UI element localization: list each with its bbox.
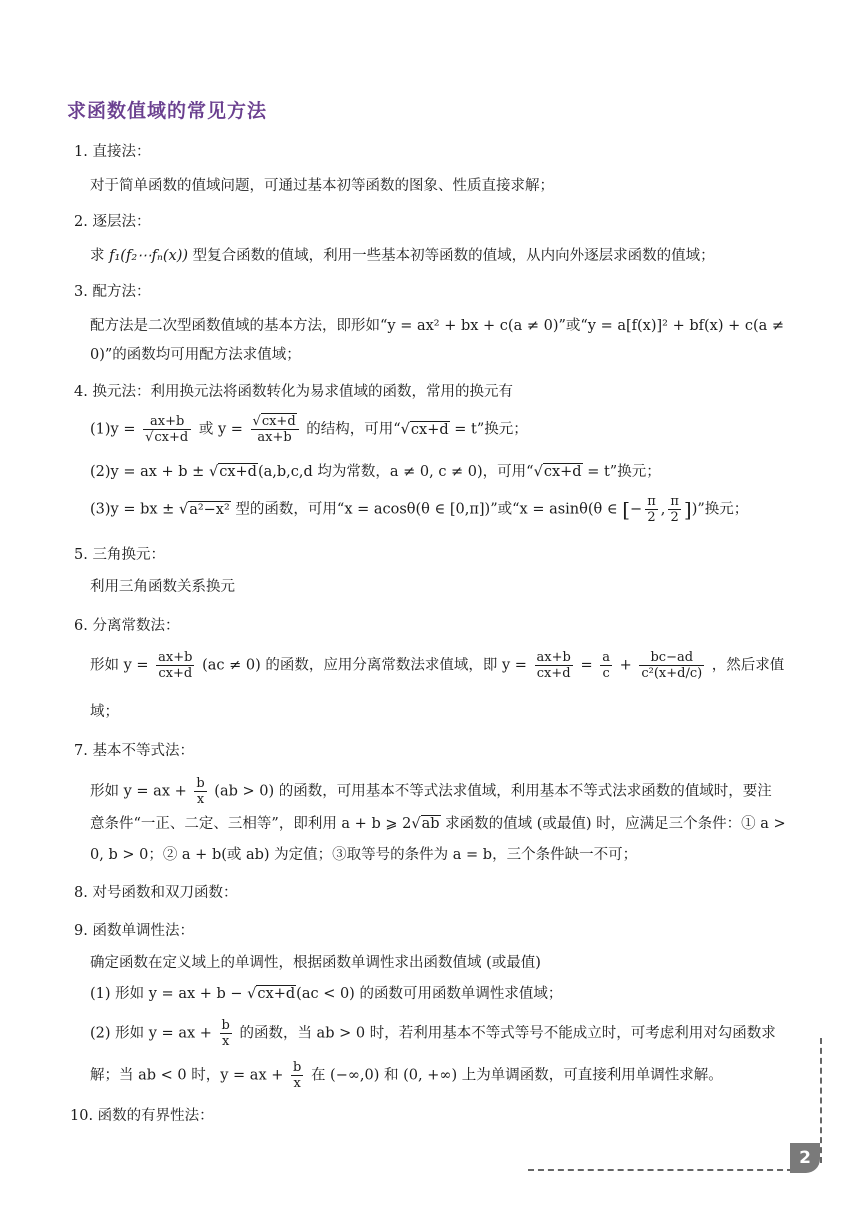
footer-dashed-horizontal [528,1169,793,1171]
page-number: 2 [790,1143,820,1173]
section-4-heading: 4. 换元法：利用换元法将函数转化为易求值域的函数，常用的换元有 [74,384,513,400]
text-span: 形如 y = ax + [90,783,187,800]
text-span: (ac ≠ 0) 的函数，应用分离常数法求值域，即 y = [202,657,527,674]
text-span: 的函数，当 ab > 0 时，若利用基本不等式等号不能成立时，可考虑利用对勾函数求 [239,1025,776,1042]
section-9-heading: 9. 函数单调性法： [74,923,194,939]
fraction [251,414,299,445]
bracket: ] [683,497,692,522]
denominator: 2 [670,510,679,525]
numerator: ax+b [143,414,191,430]
numerator: π [670,494,679,509]
text-span: (2) 形如 y = ax + [90,1025,212,1042]
text-span: , [660,501,666,518]
denominator: x [293,1076,301,1091]
section-5-text: 利用三角函数关系换元 [90,579,235,595]
page-title: 求函数值域的常见方法 [67,100,268,122]
denominator: ax+b [257,430,292,445]
section-6-heading: 6. 分离常数法： [74,618,180,634]
text-span: 求 [90,248,110,264]
section-1-heading: 1. 直接法： [74,144,151,160]
numerator: a [602,650,610,665]
text-span: 解；当 ab < 0 时，y = ax + [90,1067,284,1084]
text-span: (3)y = bx ± [90,501,179,518]
radicand: cx+d [219,464,257,480]
text-span: − [630,501,643,518]
text-span: 意条件“一正、二定、三相等”，即利用 a + b ⩾ 2 [90,816,412,832]
radicand: cx+d [410,421,449,438]
section-9-item-2-cont [90,1060,723,1091]
bracket: [ [622,497,631,522]
radicand: cx+d [154,430,189,445]
denominator: c [602,666,610,681]
section-4-item-2: (2)y = ax + b ± √cx+d(a,b,c,d 均为常数，a ≠ 0, c ≠ 0)，可用“√cx+d = t”换元； [90,464,661,480]
text-span: 形如 y = [90,657,149,674]
section-2-text [90,246,715,266]
denominator: c²(x+d/c) [641,666,703,681]
numerator: ax+b [158,650,193,665]
text-span: 型的函数，可用“x = acosθ(θ ∈ [0,π])”或“x = asinθ(θ ∈ [230,501,623,518]
radicand: ab [421,816,440,832]
section-3-heading: 3. 配方法： [74,284,151,300]
text-span: 或 y = [198,421,243,438]
section-6-text-cont: 域； [90,704,119,720]
text-span: + [619,657,632,674]
text-span: = [580,657,593,674]
fraction [220,1018,232,1049]
denominator: x [222,1034,230,1049]
section-8-heading: 8. 对号函数和双刀函数： [74,885,238,901]
numerator: bc−ad [639,650,704,666]
fraction [291,1060,303,1091]
text-span: (2)y = ax + b ± [90,464,209,480]
fraction [194,776,206,807]
text-span: = t”换元； [449,421,528,438]
denominator: 2 [647,510,656,525]
numerator: π [647,494,656,509]
text-span: )”换元； [691,501,749,518]
section-9-text: 确定函数在定义域上的单调性，根据函数单调性求出函数值域 (或最值) [90,955,541,971]
text-span: 的结构，可用“ [306,421,401,438]
section-9-item-2 [90,1018,776,1049]
section-5-heading: 5. 三角换元： [74,547,165,563]
section-7-text-line2: 意条件“一正、二定、三相等”，即利用 a + b ⩾ 2√ab 求函数的值域 (或最值) 时，应满足三个条件：① a > [90,816,786,832]
section-10-heading: 10. 函数的有界性法： [70,1108,214,1124]
fraction [668,494,681,525]
fraction [143,414,191,445]
radicand: a²−x² [189,501,230,518]
numerator: ax+b [536,650,571,665]
text-span: (1) 形如 y = ax + b − [90,986,248,1002]
numerator: √cx+d [251,414,299,430]
numerator: b [196,776,205,791]
section-3-text-line1: 配方法是二次型函数值域的基本方法，即形如“y = ax² + bx + c(a ≠ 0)”或“y = a[f(x)]² + bf(x) + c(a ≠ [90,318,785,334]
fraction [535,650,573,681]
math-span: f₁(f₂⋯fₙ(x)) [109,248,189,264]
section-2-heading: 2. 逐层法： [74,214,151,230]
section-7-text-line3: 0, b > 0；② a + b(或 ab) 为定值；③取等号的条件为 a = b，三个条件缺一不可； [90,847,638,863]
section-7-text-line1 [90,776,772,807]
text-span: 型复合函数的值域，利用一些基本初等函数的值域，从内向外逐层求函数的值域； [188,248,715,264]
numerator: b [293,1060,302,1075]
section-3-text-line2: 0)”的函数均可用配方法求值域； [90,347,301,363]
fraction [600,650,612,681]
section-9-item-1: (1) 形如 y = ax + b − √cx+d(ac < 0) 的函数可用函数单调性求值域； [90,986,563,1002]
text-span: ，然后求值 [711,657,785,674]
numerator: b [221,1018,230,1033]
section-4-item-1: (1)y = $\frac{ax+b}{√cx+d}$ 或 y = $\frac{√cx+d}{ax+b}$ 的结构，可用“√cx+d = t”换元； [90,414,528,445]
text-span: (a,b,c,d 均为常数，a ≠ 0, c ≠ 0)，可用“ [257,464,534,480]
denominator: √cx+d [145,430,189,445]
section-6-text [90,650,784,681]
radicand: cx+d [543,464,582,480]
denominator: cx+d [158,666,193,681]
fraction [156,650,194,681]
radicand: cx+d [261,414,296,429]
text-span: (ac < 0) 的函数可用函数单调性求值域； [296,986,563,1002]
fraction [639,650,704,681]
text-span: = t”换元； [582,464,661,480]
text-span: 求函数的值域 (或最值) 时，应满足三个条件：① a > [440,816,786,832]
denominator: x [196,792,205,807]
footer-dashed-vertical [820,1038,822,1163]
section-4-item-3: (3)y = bx ± √a²−x² 型的函数，可用“x = acosθ(θ ∈ [0,π])”或“x = asinθ(θ ∈ [− $\frac{\pi}{2}$ , $\frac{\pi}{2}$ ])”换元； [90,494,749,525]
radicand: cx+d [257,986,296,1002]
section-1-text: 对于简单函数的值域问题，可通过基本初等函数的图象、性质直接求解； [90,178,554,194]
denominator: cx+d [536,666,571,681]
text-span: (1)y = [90,421,136,438]
fraction [645,494,658,525]
text-span: (ab > 0) 的函数，可用基本不等式法求值域，利用基本不等式法求函数的值域时，要注 [214,783,772,800]
section-7-heading: 7. 基本不等式法： [74,743,194,759]
text-span: 在 (−∞,0) 和 (0, +∞) 上为单调函数，可直接利用单调性求解。 [310,1067,723,1084]
